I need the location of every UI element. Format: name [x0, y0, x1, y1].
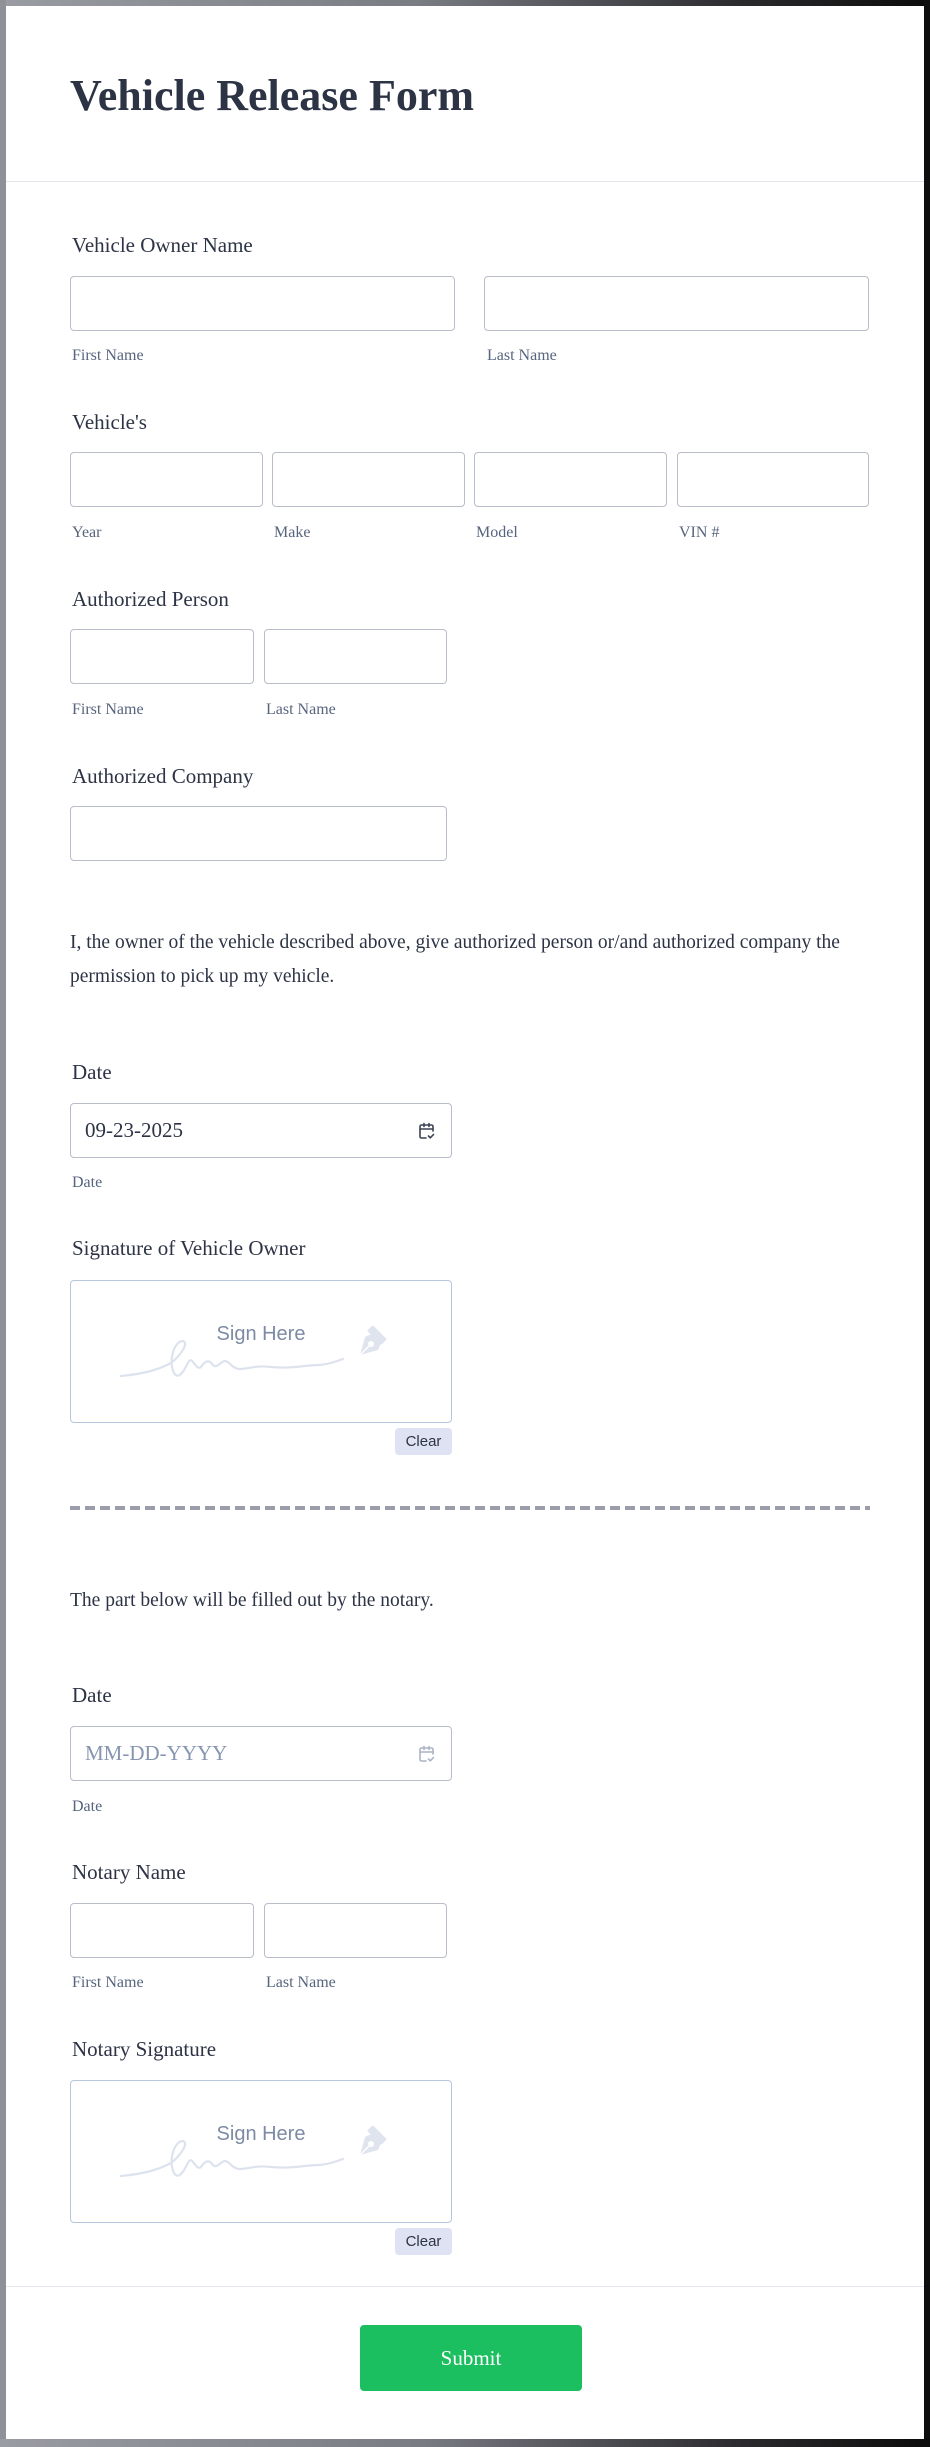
- owner-last-name-sublabel: Last Name: [487, 347, 557, 364]
- release-statement: I, the owner of the vehicle described above, give authorized person or/and authorized company the permission to pick up my vehicle.: [70, 932, 840, 987]
- notary-first-name-sublabel: First Name: [72, 1974, 144, 1991]
- pen-nib-icon: [356, 1323, 392, 1359]
- owner-last-name-input[interactable]: [484, 276, 869, 331]
- notary-last-name-input[interactable]: [264, 1903, 447, 1958]
- notary-date-sublabel: Date: [72, 1798, 103, 1815]
- authorized-person-first-name-sublabel: First Name: [72, 701, 144, 718]
- screen-frame-bottom: [0, 2439, 930, 2447]
- owner-first-name-sublabel: First Name: [72, 347, 144, 364]
- signature-scribble-icon: [71, 1281, 452, 1423]
- authorized-company-input[interactable]: [70, 806, 447, 861]
- notary-date-label: Date: [72, 1683, 112, 1707]
- calendar-check-icon[interactable]: [417, 1121, 437, 1141]
- calendar-check-icon[interactable]: [417, 1744, 437, 1764]
- notary-last-name-sublabel: Last Name: [266, 1974, 336, 1991]
- form-header: [6, 6, 924, 182]
- notary-signature-clear-button[interactable]: Clear: [395, 2228, 452, 2255]
- owner-date-label: Date: [72, 1060, 112, 1084]
- vehicle-vin-sublabel: VIN #: [679, 524, 720, 541]
- owner-signature-pad[interactable]: [70, 1280, 452, 1423]
- authorized-person-last-name-input[interactable]: [264, 629, 447, 684]
- notary-name-label: Notary Name: [72, 1860, 186, 1884]
- owner-signature-clear-button[interactable]: Clear: [395, 1428, 452, 1455]
- authorized-company-label: Authorized Company: [72, 764, 254, 788]
- authorized-person-label: Authorized Person: [72, 587, 229, 611]
- notary-date-input[interactable]: [70, 1726, 452, 1781]
- vehicle-make-input[interactable]: [272, 452, 465, 507]
- vehicle-model-sublabel: Model: [476, 524, 518, 541]
- notary-note: The part below will be filled out by the notary.: [70, 1590, 434, 1611]
- form-page: [6, 6, 924, 2439]
- pen-nib-icon: [356, 2123, 392, 2159]
- authorized-person-first-name-input[interactable]: [70, 629, 254, 684]
- owner-date-value: 09-23-2025: [85, 1118, 183, 1142]
- owner-signature-label: Signature of Vehicle Owner: [72, 1236, 306, 1260]
- owner-first-name-input[interactable]: [70, 276, 455, 331]
- vehicle-label: Vehicle's: [72, 410, 147, 434]
- section-divider: [70, 1506, 870, 1510]
- vehicle-vin-input[interactable]: [677, 452, 869, 507]
- notary-date-placeholder: MM-DD-YYYY: [85, 1741, 228, 1765]
- vehicle-model-input[interactable]: [474, 452, 667, 507]
- vehicle-year-sublabel: Year: [72, 524, 102, 541]
- vehicle-make-sublabel: Make: [274, 524, 311, 541]
- notary-signature-label: Notary Signature: [72, 2037, 217, 2061]
- submit-button[interactable]: Submit: [360, 2325, 582, 2391]
- owner-date-sublabel: Date: [72, 1174, 103, 1191]
- owner-date-input[interactable]: [70, 1103, 452, 1158]
- notary-first-name-input[interactable]: [70, 1903, 254, 1958]
- footer-divider: [6, 2286, 924, 2287]
- owner-name-label: Vehicle Owner Name: [72, 233, 253, 257]
- vehicle-year-input[interactable]: [70, 452, 263, 507]
- authorized-person-last-name-sublabel: Last Name: [266, 701, 336, 718]
- owner-signature-placeholder: Sign Here: [216, 1323, 306, 1345]
- form-title: Vehicle Release Form: [70, 71, 475, 120]
- notary-signature-placeholder: Sign Here: [216, 2123, 306, 2145]
- signature-scribble-icon: [71, 2081, 452, 2223]
- notary-signature-pad[interactable]: [70, 2080, 452, 2223]
- screen-frame-right: [924, 0, 930, 2447]
